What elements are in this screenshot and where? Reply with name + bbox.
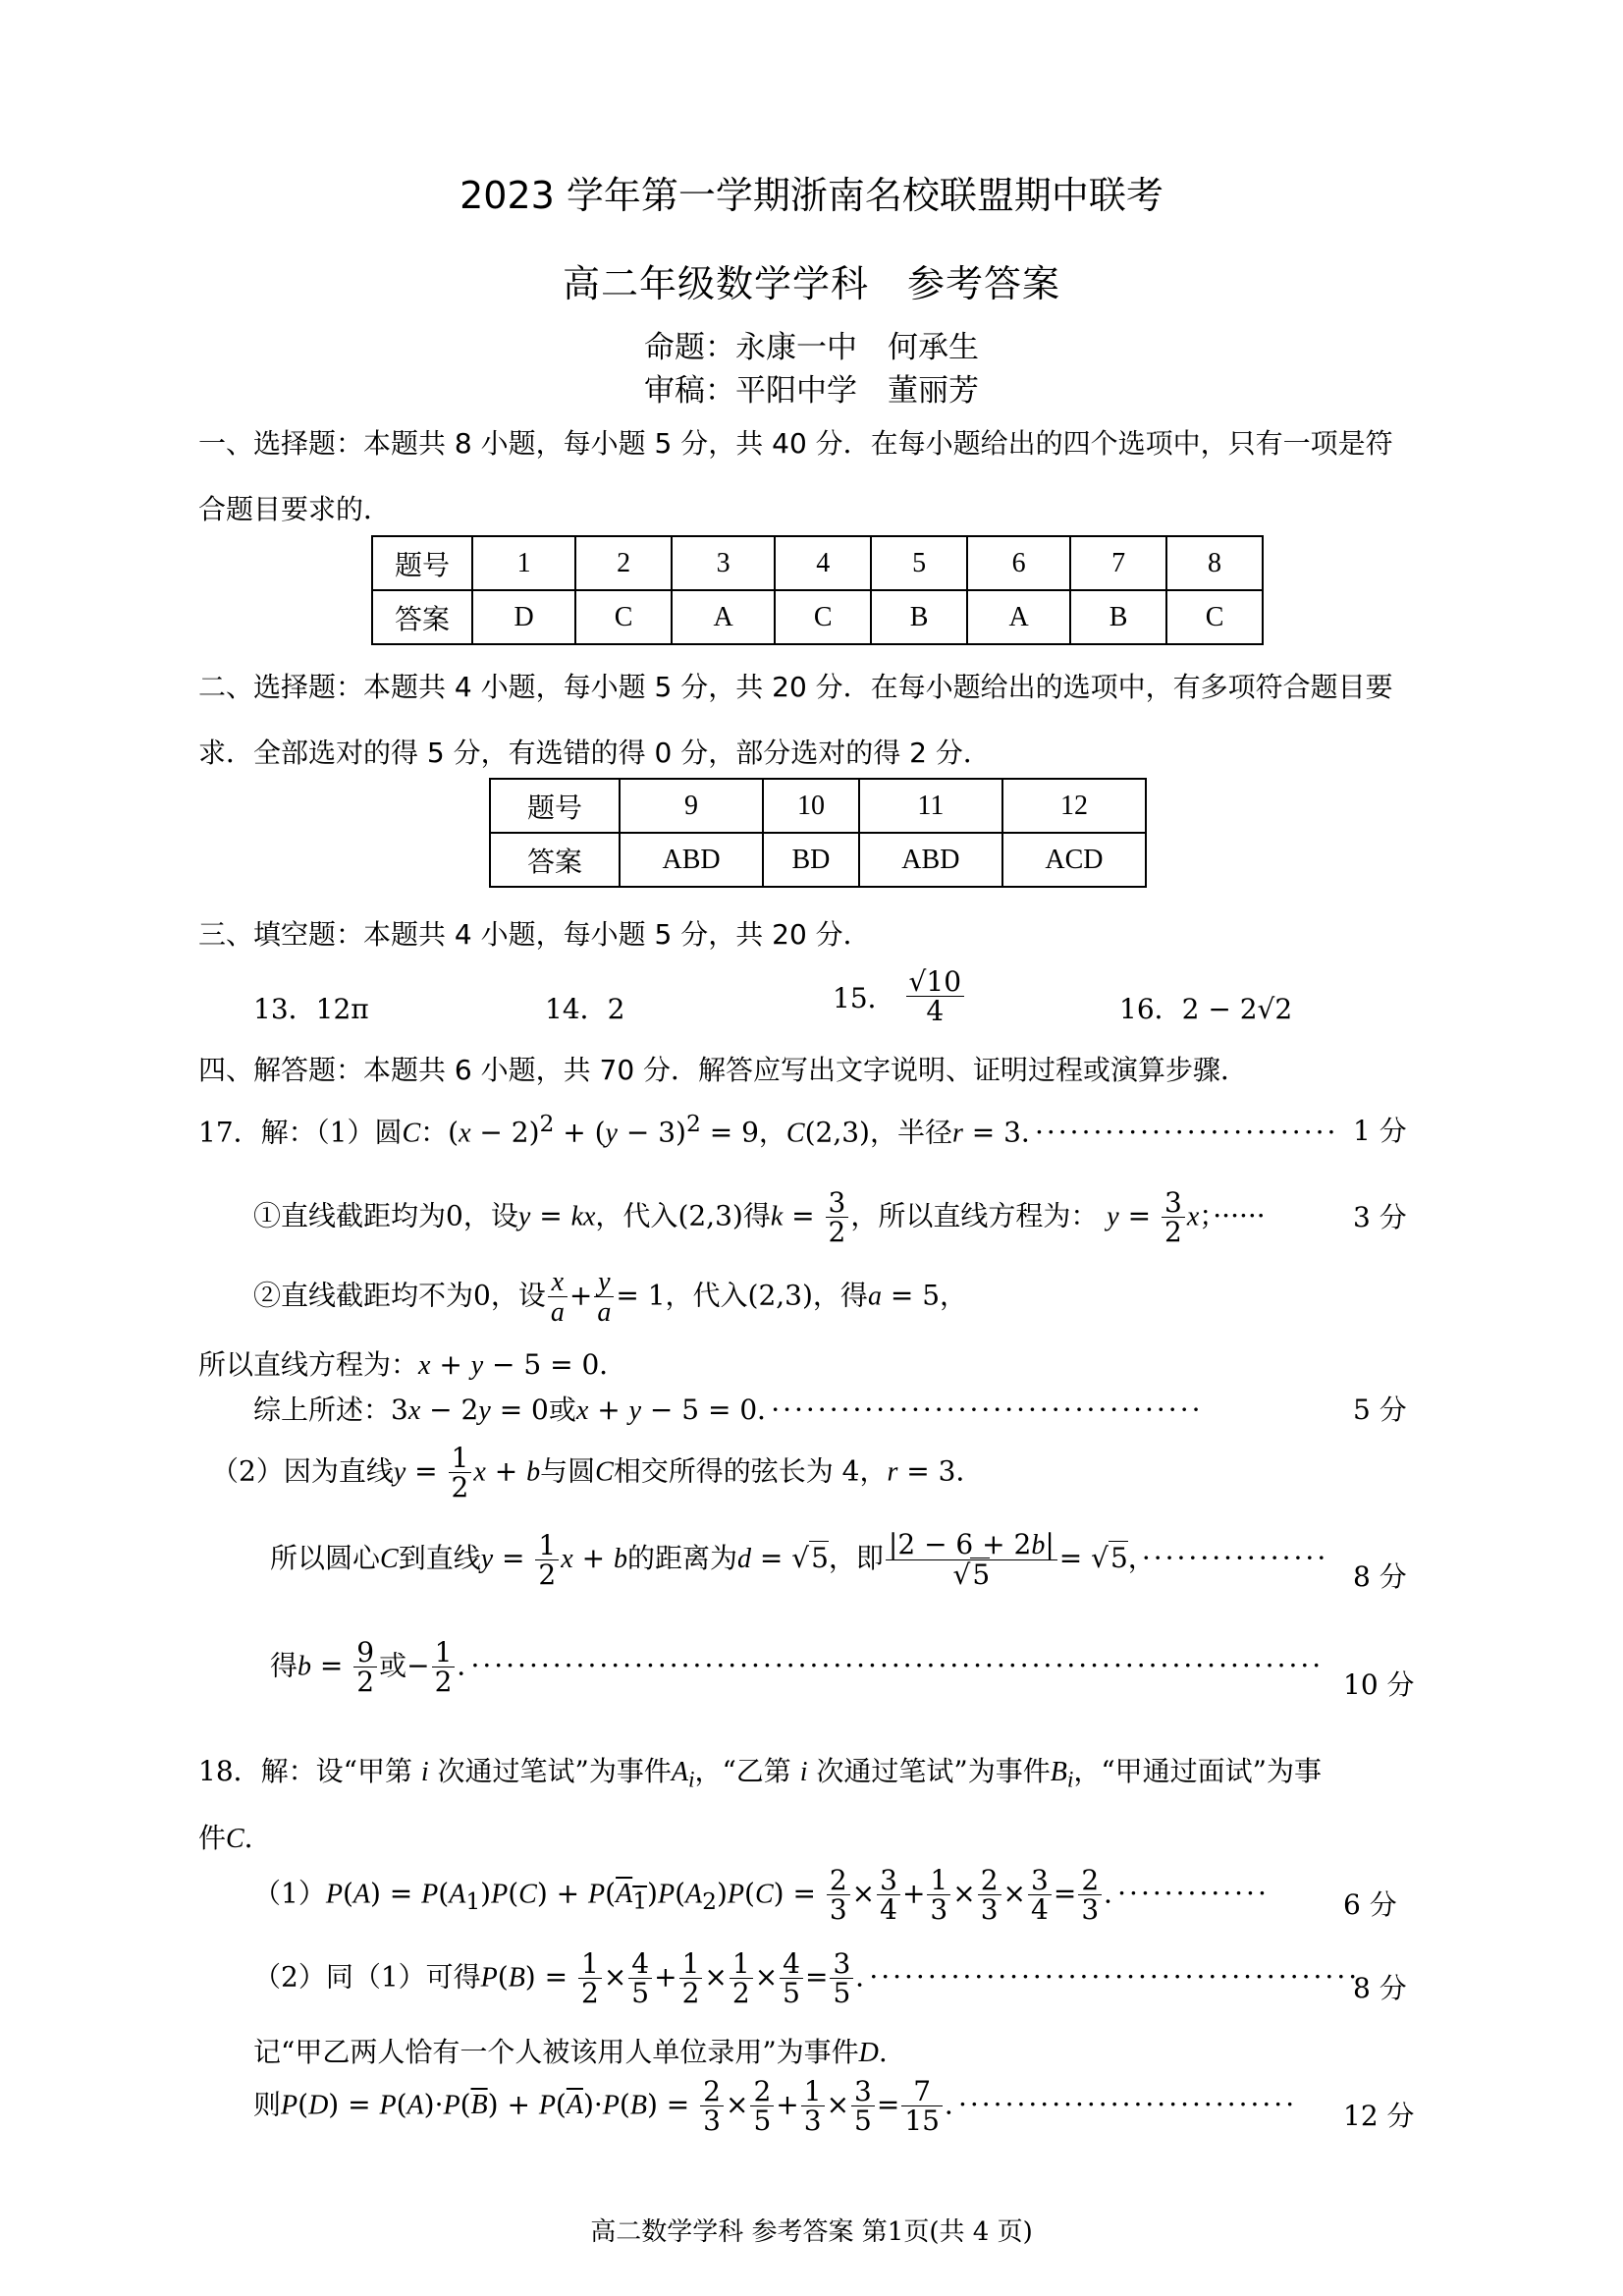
table-row-answers	[490, 833, 1146, 887]
answer-cell: ABD	[859, 833, 1002, 887]
part2-label: （2）同（1）可得	[253, 1960, 481, 1994]
page-title: 2023 学年第一学期浙南名校联盟期中联考	[460, 174, 1163, 217]
q17-case2: ②直线截距均不为0，设 $\frac{x}{a}$ + $\frac{y}{a}$ = 1，代入(2,3)，得a = 5，	[253, 1267, 968, 1329]
case2-text: ②直线截距均不为	[253, 1279, 474, 1312]
section3-heading: 三、填空题：本题共 4 小题，每小题 5 分，共 20 分．	[198, 918, 871, 951]
score-1: 1 分	[1353, 1115, 1407, 1147]
part2-chord: 相交所得的弦长为 4，	[613, 1454, 888, 1488]
question-number: 11	[859, 779, 1002, 833]
answer-15	[833, 967, 966, 1026]
answer-cell: A	[672, 590, 775, 644]
answer-15-fraction	[906, 967, 964, 1026]
q17-line1: 17．解：（1）圆C：$(x - 2)^2 + (y - 3)^2 = 9$，C(2,3)，半径r = 3．··························	[198, 1110, 1339, 1149]
fraction-denominator: 4	[926, 995, 945, 1028]
score-5: 5 分	[1353, 1394, 1407, 1426]
case1-get: 得	[742, 1199, 771, 1232]
case1-result: ，所以直线方程为：	[850, 1199, 1099, 1232]
question-number: 5	[871, 536, 967, 590]
section1-answer-table	[371, 535, 1264, 645]
q18-intro: 18．解：设“甲第	[198, 1755, 412, 1787]
part2-text: （2）因为直线	[211, 1454, 394, 1488]
case1-text: ①直线截距均为	[253, 1199, 447, 1232]
table-row-numbers	[372, 536, 1263, 590]
question-number: 8	[1166, 536, 1263, 590]
q17-result: 得b = $\frac{9}{2}$ 或− $\frac{1}{2}$ ．·········································································	[270, 1636, 1325, 1699]
page-footer: 高二数学学科 参考答案 第1页(共 4 页)	[590, 2217, 1033, 2247]
case2-get: ，得	[812, 1279, 868, 1312]
case1-set: ，设	[462, 1199, 518, 1232]
or-text: 或	[548, 1394, 576, 1426]
score-10: 10 分	[1343, 1668, 1415, 1701]
page-subtitle: 高二年级数学学科 参考答案	[562, 262, 1060, 305]
q17-intro: 17．解：（1）圆	[198, 1116, 403, 1149]
author-line: 命题：永康一中 何承生	[644, 330, 979, 365]
answer-13: 13．12π	[253, 993, 369, 1025]
fraction-numerator: √10	[906, 967, 964, 997]
case2-sub: ，代入	[665, 1279, 748, 1312]
part1-label: （1）	[253, 1877, 326, 1910]
row-label-answer: 答案	[490, 833, 620, 887]
dist-ie: ，即	[828, 1541, 884, 1574]
answer-cell: C	[775, 590, 871, 644]
q17-distance: 所以圆心C到直线y = $\frac{1}{2}$ x + b的距离为d = √5，即 $\frac{|2 - 6 + 2b|}{√5}$ = √5，················	[270, 1528, 1329, 1592]
q18-part1: $(1)P(A) = P(A_1)P(C) + P(A_1)P(A_2)P(C)$ = $\frac{2}{3}$ × $\frac{3}{4}$ + $\frac{1}{3}$ × $\frac{2}{3}$ × $\frac{3}{4}$ = $\frac{2}{3}$ ．·············	[253, 1864, 1270, 1927]
q18-eventC: ，“甲通过面试”为事	[1073, 1755, 1322, 1787]
question-number: 10	[763, 779, 859, 833]
note-text: 记“甲乙两人恰有一个人被该用人单位录用”为事件	[253, 2036, 859, 2068]
table-row-numbers	[490, 779, 1146, 833]
then-text: 则	[253, 2088, 282, 2121]
q17-summary: 综上所述：3x − 2y = 0或x + y − 5 = 0．·····································	[253, 1394, 1204, 1426]
section2-heading-line1: 二、选择题：本题共 4 小题，每小题 5 分，共 20 分．在每小题给出的选项中，有多项符合题目要	[198, 671, 1393, 703]
score-3: 3 分	[1353, 1201, 1407, 1233]
answer-cell: BD	[763, 833, 859, 887]
answer-cell: D	[472, 590, 575, 644]
question-number: 7	[1070, 536, 1166, 590]
so-line-text: 所以直线方程为：	[198, 1348, 419, 1381]
result-text: 得	[270, 1649, 298, 1682]
q18-event-word: 件	[198, 1822, 227, 1854]
table-row-answers	[372, 590, 1263, 644]
dist-text: 所以圆心	[270, 1541, 381, 1574]
answer-cell: A	[967, 590, 1070, 644]
section1-heading-line1: 一、选择题：本题共 8 小题，每小题 5 分，共 40 分．在每小题给出的四个选项中，只有一项是符	[198, 427, 1393, 460]
answer-cell: B	[1070, 590, 1166, 644]
question-number: 1	[472, 536, 575, 590]
question-number: 12	[1002, 779, 1146, 833]
answer-15-label: 15．	[833, 981, 895, 1014]
score-12: 12 分	[1343, 2100, 1415, 2132]
score-8b: 8 分	[1353, 1972, 1407, 2004]
q17-case1: ①直线截距均为0，设y = kx，代入(2,3)得k = $\frac{3}{2}$ ，所以直线方程为： y = $\frac{3}{2}$ x；······	[253, 1186, 1266, 1249]
part2-circle: 与圆	[540, 1454, 596, 1488]
answer-14: 14．2	[545, 993, 625, 1025]
dist-value: 的距离为	[626, 1541, 737, 1574]
answer-cell: ABD	[620, 833, 763, 887]
q18-note: 记“甲乙两人恰有一个人被该用人单位录用”为事件D.	[253, 2036, 888, 2068]
case2-set: ，设	[490, 1279, 546, 1312]
q17-radius-text: ，半径	[869, 1116, 952, 1149]
question-number: 6	[967, 536, 1070, 590]
q18-eventB: 次通过笔试”为事件	[816, 1755, 1051, 1787]
q18-part2: （2）同（1）可得P(B) = $\frac{1}{2}$ × $\frac{4}{5}$ + $\frac{1}{2}$ × $\frac{1}{2}$ × $\frac{4}{5}$ = $\frac{3}{5}$ ．··········································	[253, 1947, 1361, 2010]
score-8: 8 分	[1353, 1560, 1407, 1593]
question-number: 3	[672, 536, 775, 590]
dist-line: 到直线	[398, 1541, 481, 1574]
section2-answer-table	[489, 778, 1147, 888]
q18-line1: 18．解：设“甲第 i 次通过笔试”为事件$A_i$，“乙第 i 次通过笔试”为事件$B_i$，“甲通过面试”为事	[198, 1755, 1322, 1793]
q18-final: 则$P(D) = P(A)\cdot P(\overline{B}) + P(\overline{A})\cdot P(B)$ = $\frac{2}{3}$ × $\frac{2}{5}$ + $\frac{1}{3}$ × $\frac{3}{5}$ = $\frac{7}{15}$ ．·····························	[253, 2075, 1298, 2138]
q18-eventB-intro: ，“乙第	[694, 1755, 791, 1787]
q17-part2: （2）因为直线y = $\frac{1}{2}$ x + b与圆C相交所得的弦长为 4，r = 3．	[211, 1442, 984, 1504]
row-label-number: 题号	[490, 779, 620, 833]
result-or: 或	[379, 1649, 407, 1682]
case1-sub: ，代入	[595, 1199, 678, 1232]
answer-cell: ACD	[1002, 833, 1146, 887]
answer-cell: C	[575, 590, 672, 644]
question-number: 2	[575, 536, 672, 590]
question-number: 4	[775, 536, 871, 590]
summary-text: 综上所述：	[253, 1394, 392, 1426]
score-6: 6 分	[1343, 1888, 1397, 1921]
answer-cell: C	[1166, 590, 1263, 644]
q17-so-line: 所以直线方程为：x + y − 5 = 0．	[198, 1348, 627, 1381]
q18-line2: 件C．	[198, 1822, 272, 1854]
row-label-answer: 答案	[372, 590, 472, 644]
question-number: 9	[620, 779, 763, 833]
answer-16: 16．2 − 2√2	[1119, 993, 1293, 1025]
section4-heading: 四、解答题：本题共 6 小题，共 70 分．解答应写出文字说明、证明过程或演算步骤．	[198, 1054, 1249, 1086]
review-line: 审稿：平阳中学 董丽芳	[644, 373, 979, 409]
answer-cell: B	[871, 590, 967, 644]
row-label-number: 题号	[372, 536, 472, 590]
section2-heading-line2: 求．全部选对的得 5 分，有选错的得 0 分，部分选对的得 2 分．	[198, 737, 991, 769]
q18-eventA: 次通过笔试”为事件	[437, 1755, 672, 1787]
section1-heading-line2: 合题目要求的．	[198, 493, 392, 525]
